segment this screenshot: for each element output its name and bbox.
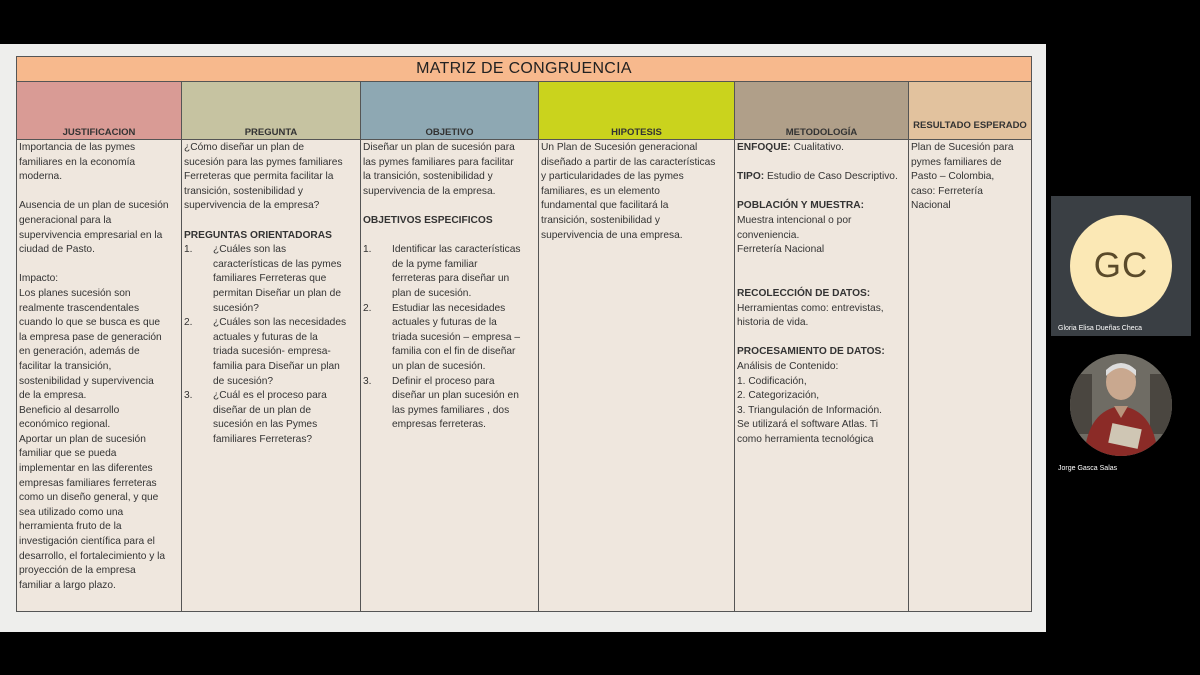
header-metodologia: METODOLOGÍA: [735, 82, 909, 139]
header-pregunta: PREGUNTA: [182, 82, 361, 139]
list-item: 3. ¿Cuál es el proceso para diseñar de un plan de sucesión en las Pymes familiares Ferreteras?: [184, 390, 327, 445]
participant-tile-jorge[interactable]: [1051, 346, 1191, 476]
recoleccion-label: RECOLECCIÓN DE DATOS:: [737, 287, 871, 299]
recoleccion-value: Herramientas como: entrevistas, historia de vida.: [737, 302, 884, 329]
cell-justificacion: [17, 140, 182, 612]
participant-name: Jorge Gasca Salas: [1058, 465, 1118, 472]
hipotesis-text: Un Plan de Sucesión generacional diseñado a partir de las características y particularidades de las pymes familiares, es un elemento fundamental que facilitará la transición, sostenibilidad y supervivencia de una empresa.: [541, 142, 716, 241]
column-headers: [17, 82, 1031, 140]
poblacion-value: Muestra intencional o por conveniencia. Ferretería Nacional: [737, 214, 852, 256]
presentation-slide: [0, 44, 1046, 632]
cell-pregunta: [182, 140, 361, 612]
list-item: 3. Definir el proceso para diseñar un plan sucesión en las pymes familiares , dos empresas ferreteras.: [363, 375, 519, 431]
participant-tile-gloria[interactable]: [1051, 196, 1191, 336]
cell-hipotesis: [539, 140, 735, 612]
participant-name: Gloria Elisa Dueñas Checa: [1058, 325, 1143, 332]
tipo-line: TIPO: Estudio de Caso Descriptivo.: [737, 171, 898, 183]
enfoque-line: ENFOQUE: Cualitativo.: [737, 142, 845, 153]
matrix-body: [17, 140, 1031, 612]
participant-video-avatar: [1070, 354, 1172, 456]
cell-objetivo: [361, 140, 539, 612]
procesamiento-label: PROCESAMIENTO DE DATOS:: [737, 346, 885, 358]
header-hipotesis: HIPOTESIS: [539, 82, 735, 139]
list-item: 2. Estudiar las necesidades actuales y futuras de la triada sucesión – empresa – familia con el fin de diseñar un plan de sucesión.: [363, 302, 520, 372]
list-item: 2. ¿Cuáles son las necesidades actuales y futuras de la triada sucesión- empresa- familia para Diseñar un plan de sucesión?: [184, 317, 347, 387]
cell-metodologia: [735, 140, 909, 612]
matrix-title: MATRIZ DE CONGRUENCIA: [17, 57, 1031, 82]
poblacion-label: POBLACIÓN Y MUESTRA:: [737, 200, 864, 212]
header-objetivo: OBJETIVO: [361, 82, 539, 139]
objetivo-list: [363, 243, 536, 433]
procesamiento-value: Análisis de Contenido: 1. Codificación, 2. Categorización, 3. Triangulación de Información. Se utilizará el software Atlas. Ti como herramienta tecnológica: [737, 360, 882, 445]
justificacion-importance: Importancia de las pymes familiares en la economía moderna.: [19, 142, 136, 183]
resultado-text: Plan de Sucesión para pymes familiares de Pasto – Colombia, caso: Ferretería Nacional: [911, 142, 1014, 212]
objetivo-main: Diseñar un plan de sucesión para las pymes familiares para facilitar la transición, sostenibilidad y supervivencia de la empresa.: [363, 142, 515, 197]
list-item: 1. ¿Cuáles son las características de las pymes familiares Ferreteras que permitan Diseñar un plan de sucesión?: [184, 244, 342, 314]
header-justificacion: JUSTIFICACION: [17, 82, 182, 139]
list-item: 1. Identificar las características de la pyme familiar ferreteras para diseñar un plan de sucesión.: [363, 244, 521, 299]
cell-resultado-esperado: [909, 140, 1031, 612]
person-photo-icon: [1070, 354, 1172, 456]
avatar: GC: [1070, 215, 1172, 317]
congruence-matrix-table: [16, 56, 1032, 612]
objetivo-subtitle: OBJETIVOS ESPECIFICOS: [363, 214, 493, 226]
pregunta-subtitle: PREGUNTAS ORIENTADORAS: [184, 229, 332, 241]
justificacion-impact: Impacto: Los planes sucesión son realmente trascendentales cuando lo que se busca es que la empresa pase de generación en generación, además de facilitar la transición, sostenibilidad y supervivencia de la empresa. Beneficio al desarrollo económico regional. Aportar un plan de sucesión familiar que se pueda implementar en las diferentes empresas familiares ferreteras como un diseño general, y que sea utilizado como una herramienta fruto de la investigación científica para el desarrollo, el fortalecimiento y la proyección de la empresa familiar a largo plazo.: [19, 273, 166, 591]
justificacion-absence: Ausencia de un plan de sucesión generacional para la supervivencia empresarial en la ciudad de Pasto.: [19, 200, 169, 256]
pregunta-list: [184, 243, 358, 447]
pregunta-main: ¿Cómo diseñar un plan de sucesión para las pymes familiares Ferreteras que permita facilitar la transición, sostenibilidad y supervivencia de la empresa?: [184, 142, 343, 212]
header-resultado-esperado: RESULTADO ESPERADO: [909, 82, 1031, 139]
